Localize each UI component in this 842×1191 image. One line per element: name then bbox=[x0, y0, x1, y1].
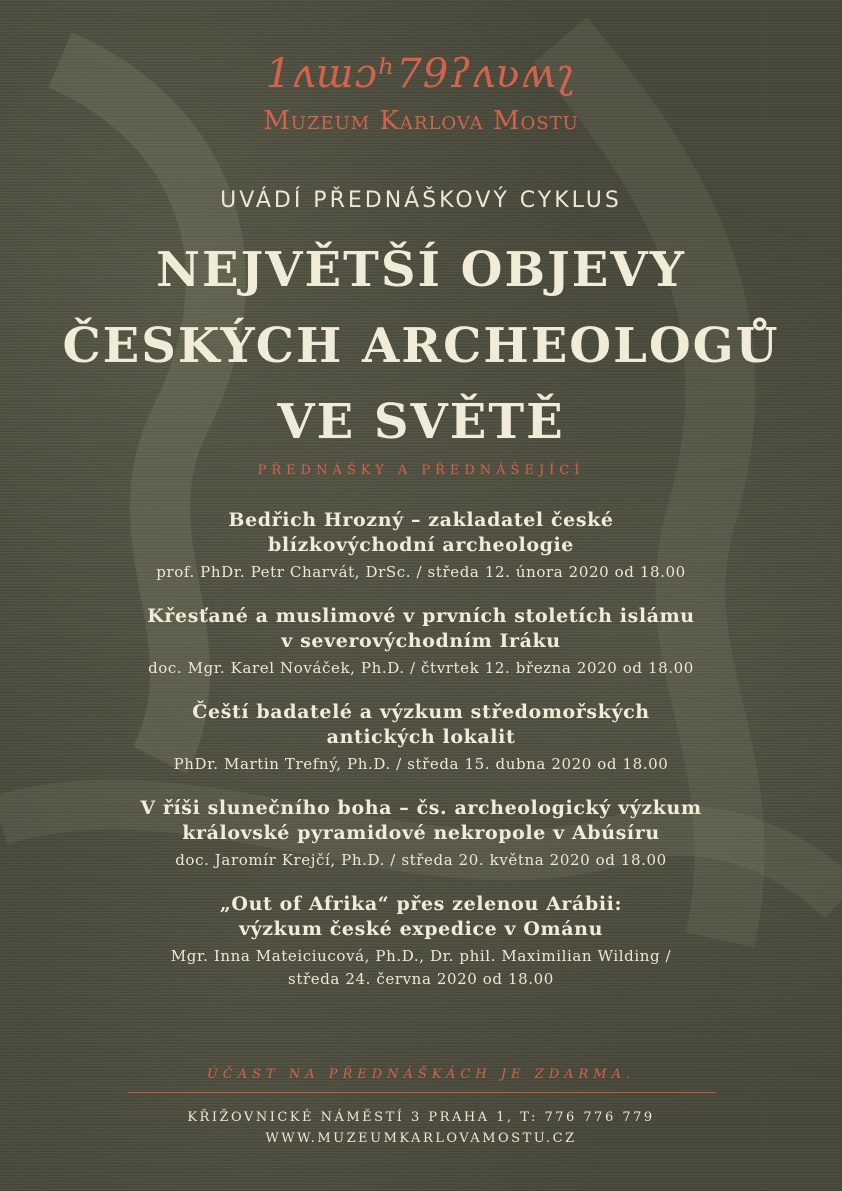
lecture-speaker-date: prof. PhDr. Petr Charvát, DrSc. / středa 12. února 2020 od 18.00 bbox=[156, 563, 686, 581]
lecture-list bbox=[0, 508, 842, 1011]
series-intro: UVÁDÍ PŘEDNÁŠKOVÝ CYKLUS bbox=[220, 188, 622, 213]
museum-logo-name: Muzeum Karlova Mostu bbox=[263, 106, 579, 136]
lecture-title-line: „Out of Afrika“ přes zelenou Arábii: bbox=[219, 893, 623, 915]
lecture-title-line: antických lokalit bbox=[326, 726, 516, 748]
section-heading: PŘEDNÁŠKY A PŘEDNÁŠEJÍCÍ bbox=[257, 463, 585, 478]
address: KŘIŽOVNICKÉ NÁMĚSTÍ 3 PRAHA 1, T: 776 776 779 bbox=[187, 1110, 655, 1125]
lecture-title-line: V říši slunečního boha – čs. archeologický výzkum bbox=[140, 797, 702, 819]
lecture-speaker-date: doc. Mgr. Karel Nováček, Ph.D. / čtvrtek 12. března 2020 od 18.00 bbox=[148, 659, 694, 677]
series-title bbox=[0, 232, 842, 460]
lecture-title-line: Bedřich Hrozný – zakladatel české bbox=[228, 509, 614, 531]
free-entry-note: ÚČAST NA PŘEDNÁŠKÁCH JE ZDARMA. bbox=[206, 1067, 636, 1082]
lecture-title-line: královské pyramidové nekropole v Abúsíru bbox=[182, 822, 660, 844]
lecture-speaker-date: Mgr. Inna Mateiciucová, Ph.D., Dr. phil. Maximilian Wilding / bbox=[170, 947, 672, 965]
lecture-title-line: Křesťané a muslimové v prvních stoletích islámu bbox=[147, 605, 695, 627]
lecture-title-line: v severovýchodním Iráku bbox=[281, 630, 561, 652]
lecture-title-line: blízkovýchodní archeologie bbox=[268, 534, 574, 556]
lecture-title-line: Čeští badatelé a výzkum středomořských bbox=[192, 701, 650, 723]
lecture-speaker-date: doc. Jaromír Krejčí, Ph.D. / středa 20. května 2020 od 18.00 bbox=[175, 851, 667, 869]
lecture-item bbox=[0, 604, 842, 680]
lecture-item bbox=[0, 700, 842, 776]
series-title-line-2: ČESKÝCH ARCHEOLOGŮ bbox=[62, 318, 780, 374]
divider bbox=[128, 1092, 716, 1093]
lecture-item bbox=[0, 796, 842, 872]
lecture-title-line: výzkum české expedice v Ománu bbox=[238, 918, 603, 940]
lecture-item bbox=[0, 508, 842, 584]
lecture-date: středa 24. června 2020 od 18.00 bbox=[288, 970, 554, 988]
website-link[interactable]: WWW.MUZEUMKARLOVAMOSTU.CZ bbox=[265, 1131, 577, 1146]
lecture-speaker-date: PhDr. Martin Trefný, Ph.D. / středa 15. dubna 2020 od 18.00 bbox=[173, 755, 669, 773]
lecture-item bbox=[0, 892, 842, 991]
museum-logo-year: 1ʌɯɔʰ79ʔʌʋʍʅ bbox=[265, 51, 577, 97]
series-title-line-3: VE SVĚTĚ bbox=[277, 394, 565, 450]
series-title-line-1: NEJVĚTŠÍ OBJEVY bbox=[156, 242, 686, 298]
